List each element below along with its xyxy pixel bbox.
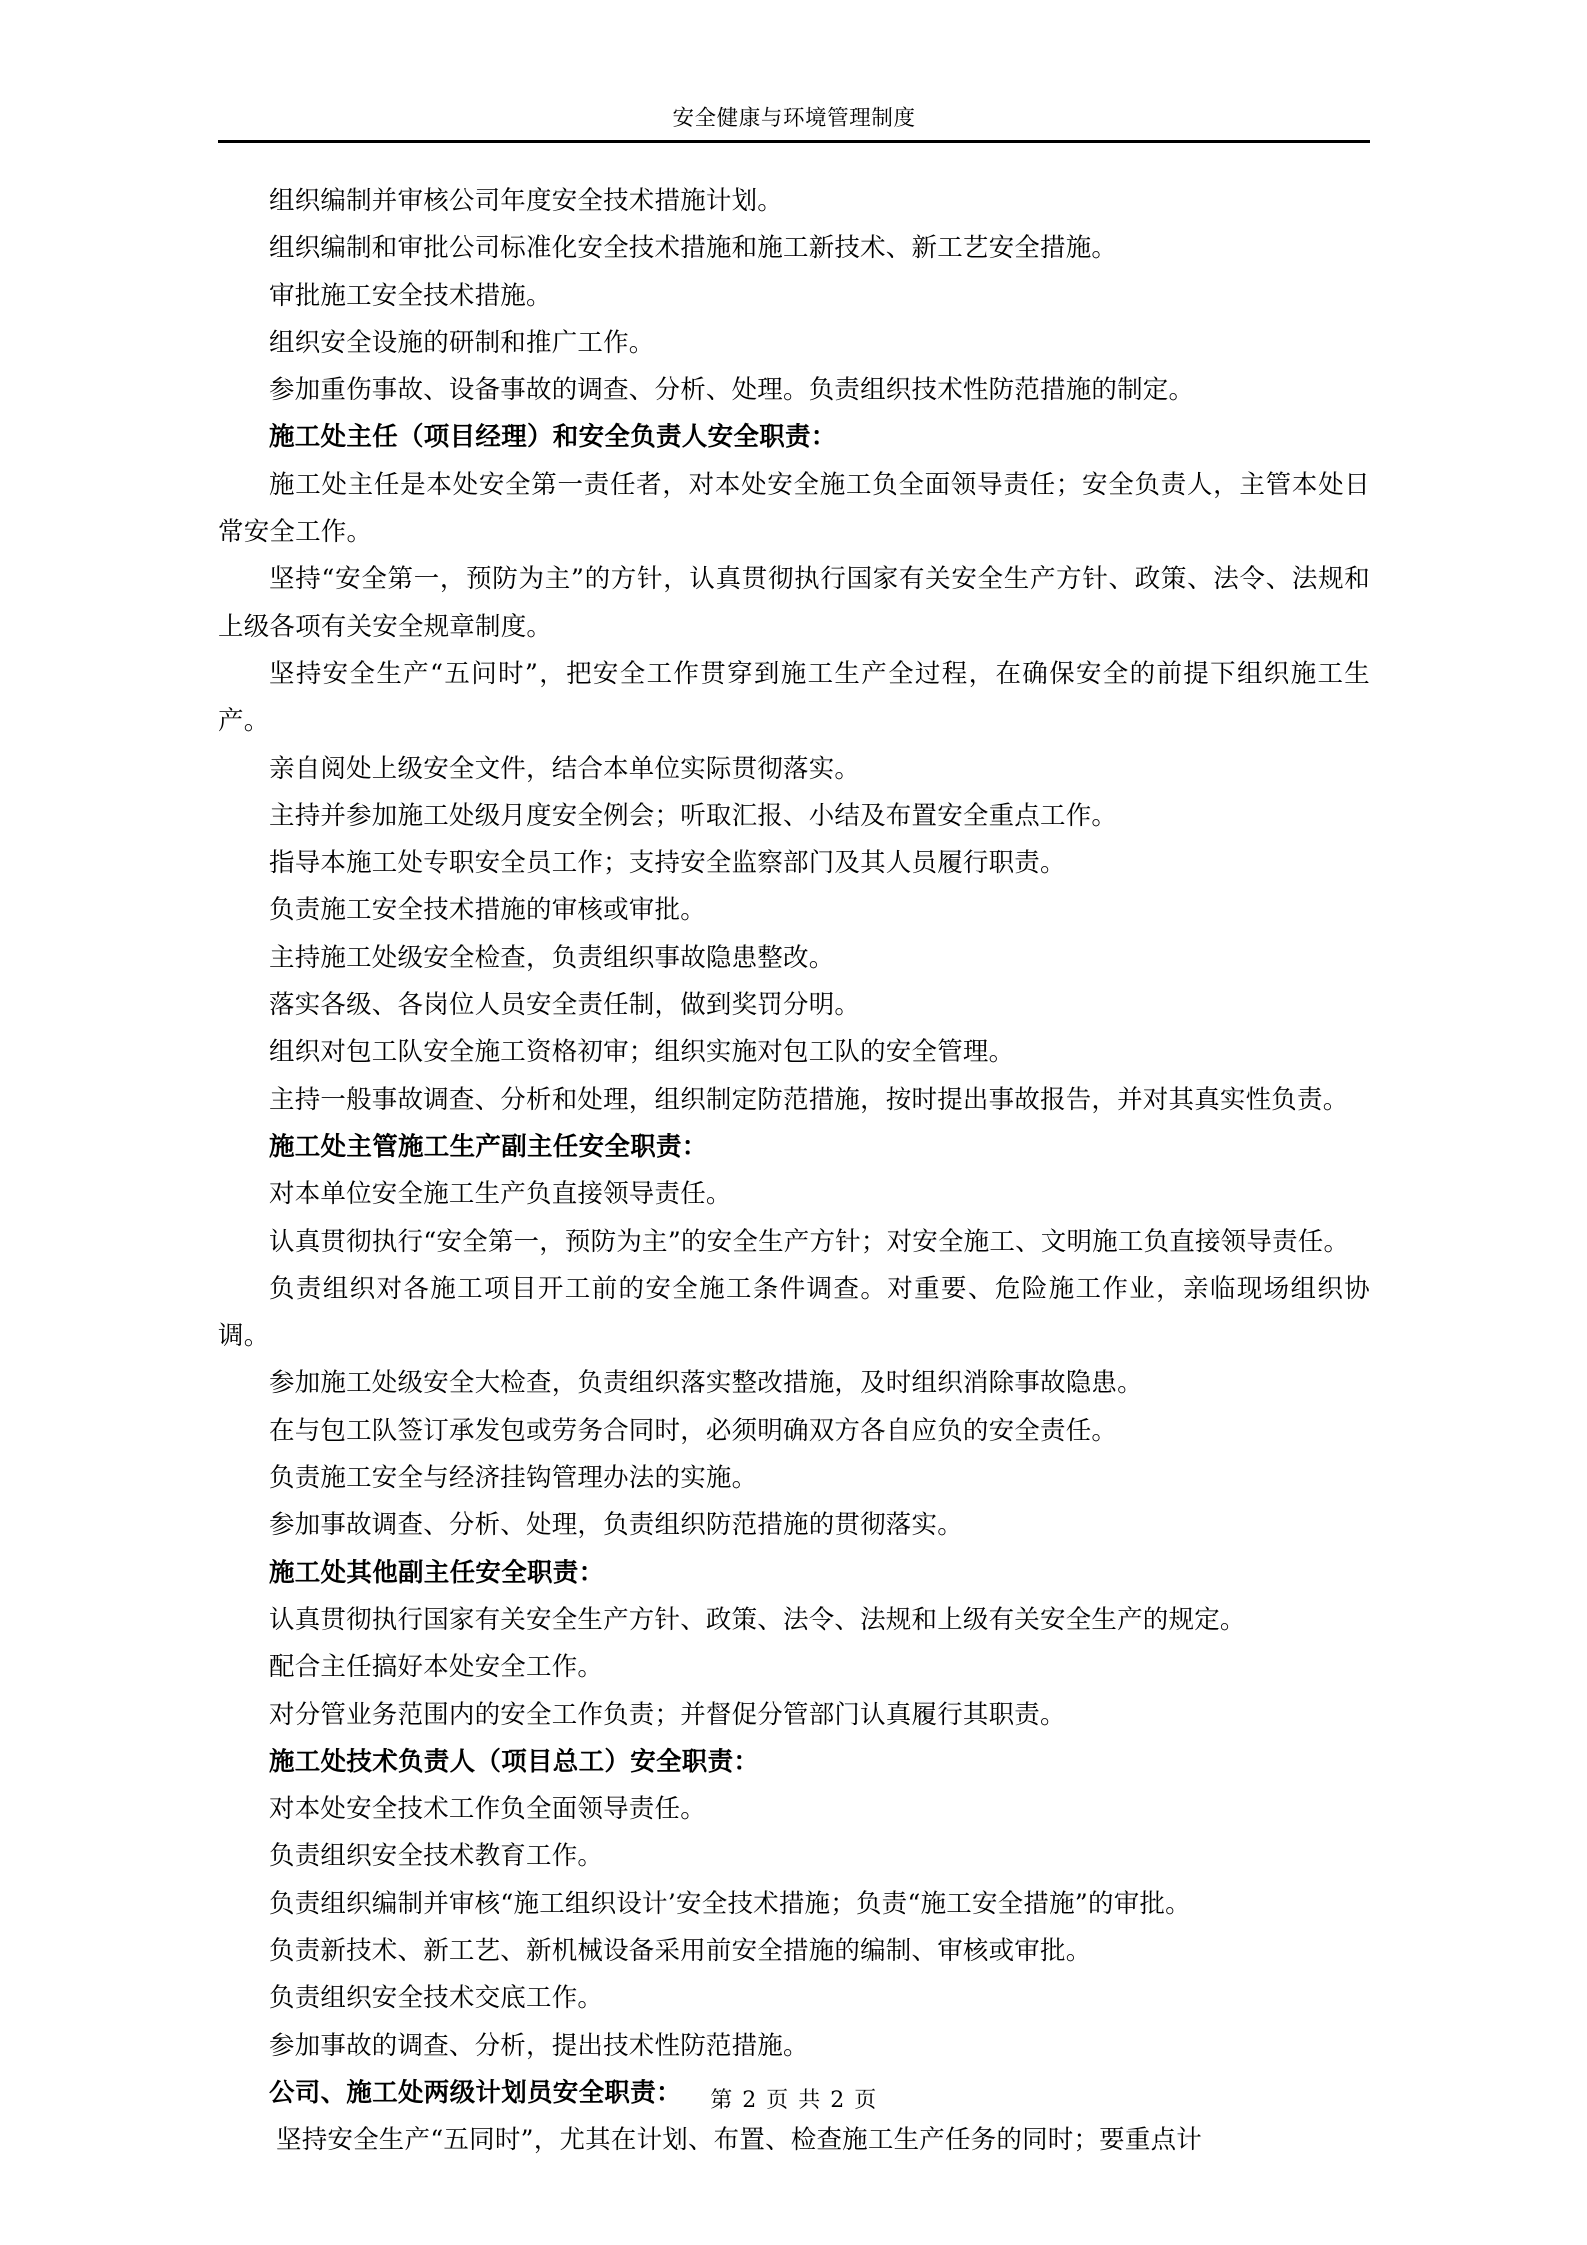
body-paragraph: 落实各级、各岗位人员安全责任制，做到奖罚分明。 — [269, 990, 861, 1021]
body-paragraph: 认真贯彻执行国家有关安全生产方针、政策、法令、法规和上级有关安全生产的规定。 — [269, 1604, 1246, 1635]
body-paragraph: 负责施工安全与经济挂钩管理办法的实施。 — [269, 1463, 758, 1494]
section-heading: 施工处主管施工生产副主任安全职责： — [269, 1131, 708, 1162]
body-paragraph: 参加事故的调查、分析，提出技术性防范措施。 — [269, 2030, 809, 2061]
body-paragraph: 负责组织编制并审核“施工组织设计’安全技术措施；负责“施工安全措施”的审批。 — [269, 1888, 1191, 1919]
section-heading: 施工处其他副主任安全职责： — [269, 1557, 605, 1588]
body-paragraph: 主持施工处级安全检查，负责组织事故隐患整改。 — [269, 942, 835, 973]
body-paragraph: 参加事故调查、分析、处理，负责组织防范措施的贯彻落实。 — [269, 1510, 963, 1541]
page-header — [218, 104, 1370, 156]
body-paragraph: 在与包工队签订承发包或劳务合同时，必须明确双方各自应负的安全责任。 — [269, 1415, 1118, 1446]
body-paragraph: 施工处主任是本处安全第一责任者，对本处安全施工负全面领导责任；安全负责人，主管本处日常安全工作。 — [218, 469, 1370, 548]
body-paragraph: 坚持安全生产“五同时”，尤其在计划、布置、检查施工生产任务的同时；要重点计 — [276, 2125, 1202, 2156]
body-paragraph: 负责组织对各施工项目开工前的安全施工条件调查。对重要、危险施工作业，亲临现场组织协调。 — [218, 1273, 1370, 1352]
body-paragraph: 指导本施工处专职安全员工作；支持安全监察部门及其人员履行职责。 — [269, 848, 1066, 879]
header-title: 安全健康与环境管理制度 — [672, 106, 916, 131]
body-paragraph: 亲自阅处上级安全文件，结合本单位实际贯彻落实。 — [269, 753, 861, 784]
header-divider — [218, 140, 1370, 143]
body-paragraph: 配合主任搞好本处安全工作。 — [269, 1652, 604, 1683]
body-paragraph: 对本单位安全施工生产负直接领导责任。 — [269, 1179, 732, 1210]
body-paragraph: 参加施工处级安全大检查，负责组织落实整改措施，及时组织消除事故隐患。 — [269, 1368, 1143, 1399]
body-paragraph: 组织对包工队安全施工资格初审；组织实施对包工队的安全管理。 — [269, 1037, 1015, 1068]
body-paragraph: 参加重伤事故、设备事故的调查、分析、处理。负责组织技术性防范措施的制定。 — [269, 375, 1195, 406]
body-paragraph: 负责新技术、新工艺、新机械设备采用前安全措施的编制、审核或审批。 — [269, 1935, 1092, 1966]
body-paragraph: 坚持安全生产“五问时”，把安全工作贯穿到施工生产全过程，在确保安全的前提下组织施工生产。 — [218, 658, 1370, 737]
section-heading: 施工处技术负责人（项目总工）安全职责： — [269, 1746, 760, 1777]
body-paragraph: 对分管业务范围内的安全工作负责；并督促分管部门认真履行其职责。 — [269, 1699, 1066, 1730]
body-paragraph: 认真贯彻执行“安全第一，预防为主”的安全生产方针；对安全施工、文明施工负直接领导责任。 — [269, 1226, 1350, 1257]
body-paragraph: 组织安全设施的研制和推广工作。 — [269, 327, 655, 358]
section-heading: 施工处主任（项目经理）和安全负责人安全职责： — [269, 422, 837, 453]
body-paragraph: 主持一般事故调查、分析和处理，组织制定防范措施，按时提出事故报告，并对其真实性负责。 — [269, 1084, 1349, 1115]
body-paragraph: 坚持“安全第一，预防为主”的方针，认真贯彻执行国家有关安全生产方针、政策、法令、法规和上级各项有关安全规章制度。 — [218, 564, 1370, 642]
body-paragraph: 审批施工安全技术措施。 — [269, 280, 552, 311]
body-paragraph: 组织编制和审批公司标准化安全技术措施和施工新技术、新工艺安全措施。 — [269, 233, 1118, 264]
page-footer — [218, 2086, 1370, 2116]
page-number-label: 第 2 页 共 2 页 — [710, 2088, 878, 2113]
body-paragraph: 组织编制并审核公司年度安全技术措施计划。 — [269, 186, 784, 216]
body-paragraph: 负责组织安全技术教育工作。 — [269, 1841, 604, 1872]
document-body — [218, 178, 1370, 2164]
body-paragraph: 对本处安全技术工作负全面领导责任。 — [269, 1794, 706, 1825]
body-paragraph: 主持并参加施工处级月度安全例会；听取汇报、小结及布置安全重点工作。 — [269, 800, 1118, 831]
body-paragraph: 负责施工安全技术措施的审核或审批。 — [269, 895, 706, 926]
body-paragraph: 负责组织安全技术交底工作。 — [269, 1983, 604, 2014]
section-heading: 公司、施工处两级计划员安全职责： — [269, 2077, 682, 2108]
